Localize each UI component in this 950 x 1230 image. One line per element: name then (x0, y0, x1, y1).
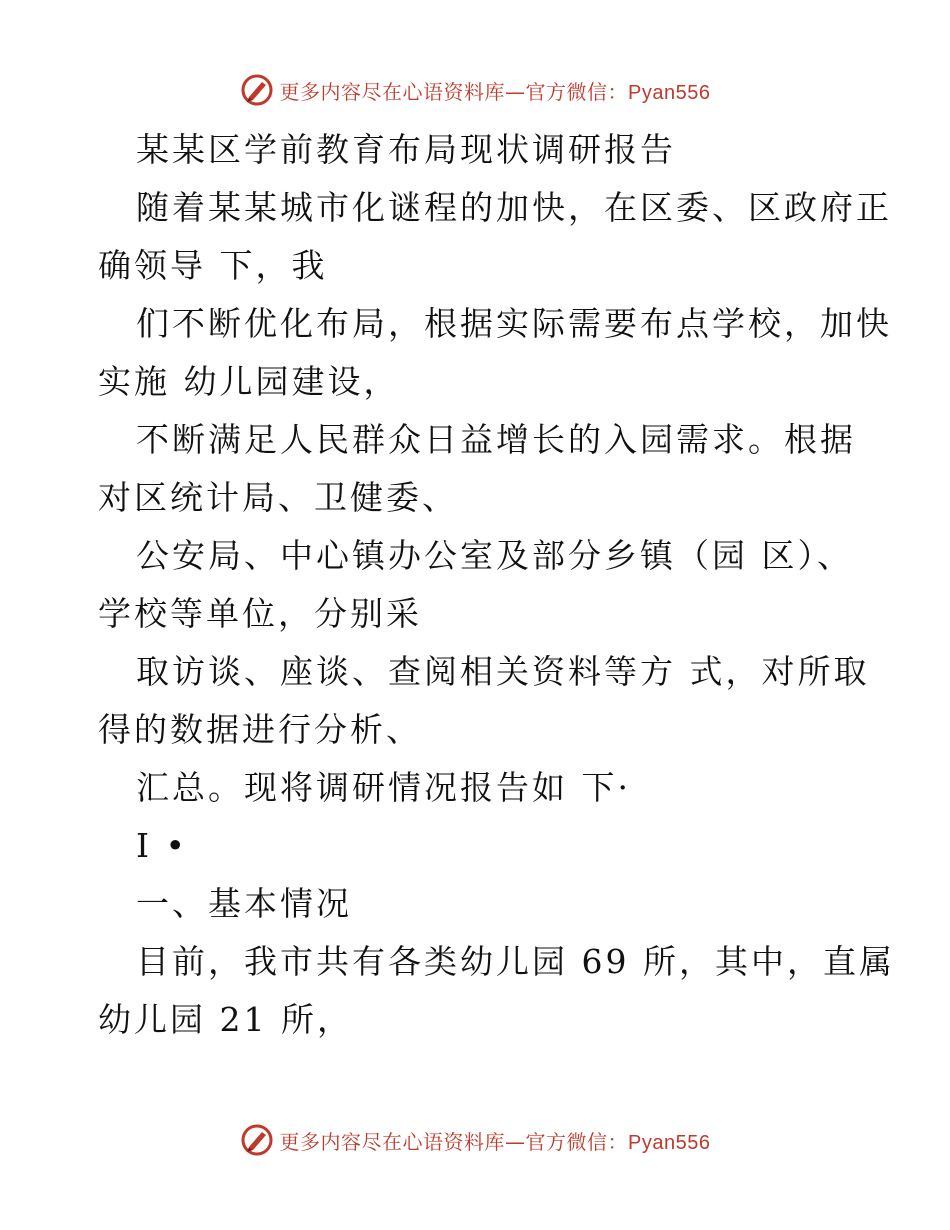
footer-banner-separator: — (505, 1129, 526, 1154)
paragraph-3-line-2: 对区统计局、卫健委、 (98, 478, 458, 517)
header-banner-main: 更多内容尽在心语资料库 (279, 79, 506, 104)
document-body (98, 122, 895, 1039)
footer-banner (0, 1120, 950, 1160)
paragraph-1-line-2: 确领导 下，我 (98, 246, 328, 285)
footer-banner-main: 更多内容尽在心语资料库 (279, 1129, 506, 1154)
paragraph-4-line-2-char: 采 (386, 594, 422, 633)
paragraph-5-line-2: 得的数据进行分析、 (98, 710, 422, 749)
header-banner-wechat-id: Pyan556 (628, 81, 711, 104)
footer-banner-text (280, 1126, 711, 1155)
paragraph-7-line-2: 幼儿园 21 所， (98, 1000, 353, 1039)
document-title: 某某区学前教育布局现状调研报告 (136, 130, 676, 169)
paragraph-4-line-1: 公安局、中心镇办公室及部分乡镇（园 区）、 (136, 536, 853, 575)
paragraph-3-line-1: 不断满足人民群众日益增长的入园需求。根据 (136, 420, 856, 459)
paragraph-4-line-2 (98, 596, 858, 632)
paragraph-1-line-1: 随着某某城市化谜程的加快，在区委、区政府正 (136, 188, 892, 227)
list-marker: I • (136, 826, 188, 865)
header-banner-wechat-label: 官方微信： (525, 79, 629, 104)
section-heading: 一、基本情况 (136, 884, 352, 923)
header-banner-separator: — (505, 79, 526, 104)
header-banner-text (280, 76, 711, 105)
pen-logo-icon (240, 73, 274, 107)
header-banner (0, 70, 950, 110)
pen-logo-icon (240, 1123, 274, 1157)
paragraph-2-line-1: 们不断优化布局，根据实际需要布点学校，加快 (136, 304, 892, 343)
footer-banner-wechat-id: Pyan556 (628, 1131, 711, 1154)
footer-banner-wechat-label: 官方微信： (525, 1129, 629, 1154)
paragraph-7-line-1: 目前，我市共有各类幼儿园 69 所，其中，直属 (136, 942, 895, 981)
paragraph-5-line-1: 取访谈、座谈、查阅相关资料等方 式，对所取 (136, 652, 870, 691)
paragraph-4-line-2-text: 学校等单位，分别 (98, 594, 386, 633)
paragraph-6-line-1: 汇总。现将调研情况报告如 下· (136, 768, 631, 807)
paragraph-2-line-2: 实施 幼儿园建设， (98, 362, 400, 401)
